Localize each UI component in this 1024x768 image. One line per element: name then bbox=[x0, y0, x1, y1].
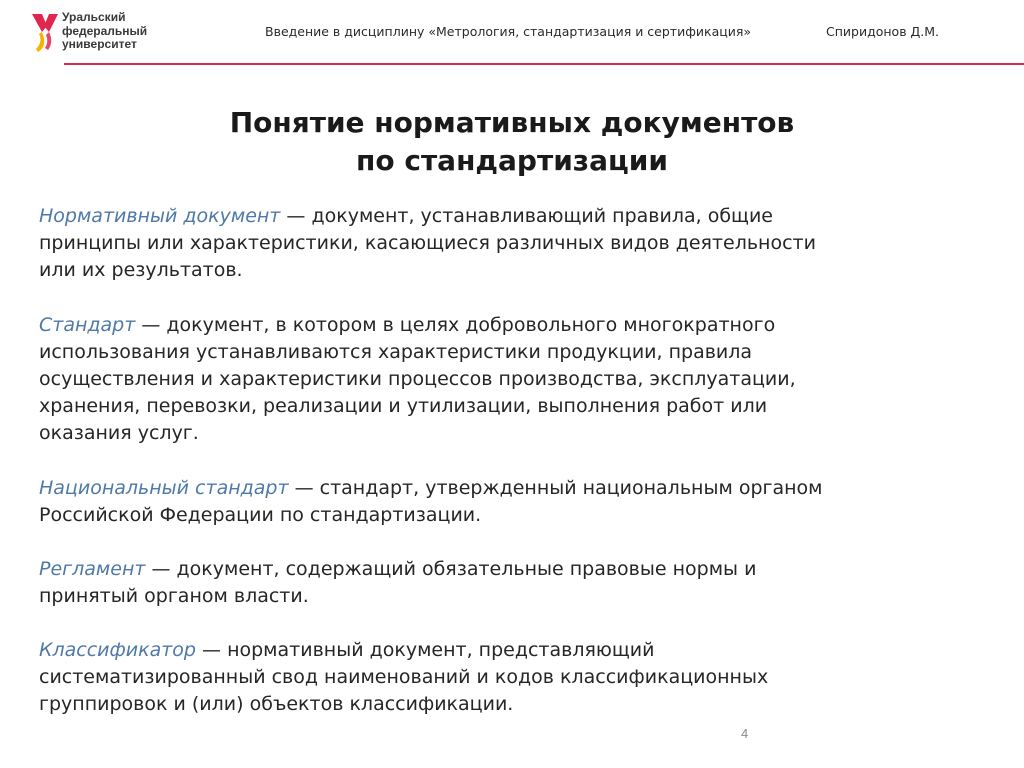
university-logo bbox=[30, 10, 170, 56]
definition-line bbox=[39, 475, 999, 502]
definition-text: стандарт, утвержденный национальным органом bbox=[319, 477, 823, 499]
definition-line: принятый органом власти. bbox=[39, 585, 309, 607]
page-number: 4 bbox=[741, 726, 749, 741]
slide-title bbox=[0, 104, 1024, 180]
definition-dash: — bbox=[135, 314, 167, 336]
course-title: Введение в дисциплину «Метрология, стандартизация и сертификация» bbox=[265, 24, 752, 39]
definition-line: систематизированный свод наименований и кодов классификационных bbox=[39, 666, 769, 688]
logo-wordmark bbox=[62, 11, 147, 52]
definition-text: нормативный документ, представляющий bbox=[227, 639, 655, 661]
definition-line: группировок и (или) объектов классификации. bbox=[39, 693, 514, 715]
definition-text: документ, в котором в целях добровольного многократного bbox=[166, 314, 776, 336]
definition-dash: — bbox=[195, 639, 228, 661]
header-divider bbox=[64, 63, 1024, 65]
definition-term: Классификатор bbox=[39, 639, 196, 661]
definition-line: использования устанавливаются характеристики продукции, правила bbox=[39, 341, 753, 363]
definition-line bbox=[39, 637, 999, 664]
logo-line-1: Уральский bbox=[62, 10, 126, 24]
logo-line-2: федеральный bbox=[62, 23, 148, 38]
slide-header bbox=[0, 0, 1024, 66]
definition-regulation bbox=[39, 556, 999, 610]
definition-term: Регламент bbox=[39, 558, 146, 580]
definition-line bbox=[39, 556, 999, 583]
definition-line: Российской Федерации по стандартизации. bbox=[39, 504, 482, 526]
definition-term: Стандарт bbox=[39, 314, 136, 336]
definition-line bbox=[39, 203, 999, 230]
urfu-logo-icon bbox=[30, 12, 60, 54]
logo-line-3: университет bbox=[62, 37, 137, 51]
definition-dash: — bbox=[145, 558, 177, 580]
definition-line: или их результатов. bbox=[39, 259, 243, 281]
definition-classifier bbox=[39, 637, 999, 718]
title-line-2: по стандартизации bbox=[356, 144, 668, 177]
definition-term: Нормативный документ bbox=[39, 205, 281, 227]
definition-line: осуществления и характеристики процессов производства, эксплуатации, bbox=[39, 368, 796, 390]
definition-dash: — bbox=[280, 205, 312, 227]
title-line-1: Понятие нормативных документов bbox=[229, 106, 795, 139]
definition-text: документ, содержащий обязательные правовые нормы и bbox=[176, 558, 757, 580]
definition-standard bbox=[39, 312, 999, 447]
definition-line: оказания услуг. bbox=[39, 422, 199, 444]
definition-line: принципы или характеристики, касающиеся различных видов деятельности bbox=[39, 232, 816, 254]
definition-normative-document bbox=[39, 203, 999, 284]
definition-term: Национальный стандарт bbox=[39, 477, 289, 499]
definition-national-standard bbox=[39, 475, 999, 529]
definition-dash: — bbox=[288, 477, 320, 499]
definitions-list bbox=[39, 203, 999, 718]
author-name: Спиридонов Д.М. bbox=[826, 24, 940, 39]
definition-text: документ, устанавливающий правила, общие bbox=[311, 205, 773, 227]
definition-line bbox=[39, 312, 999, 339]
definition-line: хранения, перевозки, реализации и утилизации, выполнения работ или bbox=[39, 395, 768, 417]
